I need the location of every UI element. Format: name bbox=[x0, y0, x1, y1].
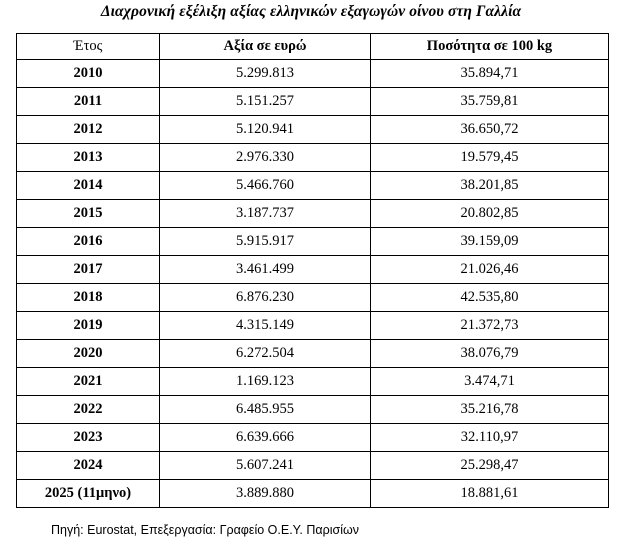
value-cell: 3.461.499 bbox=[160, 256, 371, 284]
year-cell: 2018 bbox=[17, 284, 160, 312]
quantity-cell: 32.110,97 bbox=[371, 424, 609, 452]
quantity-cell: 25.298,47 bbox=[371, 452, 609, 480]
table-row bbox=[17, 116, 609, 144]
quantity-cell: 21.026,46 bbox=[371, 256, 609, 284]
quantity-cell: 18.881,61 bbox=[371, 480, 609, 508]
source-note: Πηγή: Eurostat, Επεξεργασία: Γραφείο Ο.Ε.Υ. Παρισίων bbox=[51, 523, 360, 537]
table-row bbox=[17, 256, 609, 284]
value-cell: 4.315.149 bbox=[160, 312, 371, 340]
table-row bbox=[17, 452, 609, 480]
value-cell: 2.976.330 bbox=[160, 144, 371, 172]
quantity-cell: 35.894,71 bbox=[371, 60, 609, 88]
quantity-cell: 38.076,79 bbox=[371, 340, 609, 368]
year-cell: 2024 bbox=[17, 452, 160, 480]
table-row bbox=[17, 424, 609, 452]
value-cell: 1.169.123 bbox=[160, 368, 371, 396]
quantity-cell: 20.802,85 bbox=[371, 200, 609, 228]
year-cell: 2011 bbox=[17, 88, 160, 116]
column-header-quantity: Ποσότητα σε 100 kg bbox=[371, 34, 609, 60]
value-cell: 5.915.917 bbox=[160, 228, 371, 256]
table-row bbox=[17, 312, 609, 340]
quantity-cell: 21.372,73 bbox=[371, 312, 609, 340]
value-cell: 3.889.880 bbox=[160, 480, 371, 508]
table-row bbox=[17, 480, 609, 508]
table-row bbox=[17, 228, 609, 256]
value-cell: 5.120.941 bbox=[160, 116, 371, 144]
year-cell: 2010 bbox=[17, 60, 160, 88]
value-cell: 3.187.737 bbox=[160, 200, 371, 228]
year-cell: 2019 bbox=[17, 312, 160, 340]
year-cell: 2023 bbox=[17, 424, 160, 452]
value-cell: 5.466.760 bbox=[160, 172, 371, 200]
quantity-cell: 35.216,78 bbox=[371, 396, 609, 424]
value-cell: 6.876.230 bbox=[160, 284, 371, 312]
quantity-cell: 36.650,72 bbox=[371, 116, 609, 144]
quantity-cell: 3.474,71 bbox=[371, 368, 609, 396]
quantity-cell: 42.535,80 bbox=[371, 284, 609, 312]
table-row bbox=[17, 200, 609, 228]
exports-table bbox=[16, 33, 609, 508]
table-header-row bbox=[17, 34, 609, 60]
year-cell: 2012 bbox=[17, 116, 160, 144]
column-header-year: Έτος bbox=[17, 34, 160, 60]
table-row bbox=[17, 340, 609, 368]
quantity-cell: 39.159,09 bbox=[371, 228, 609, 256]
table-row bbox=[17, 396, 609, 424]
table-row bbox=[17, 368, 609, 396]
year-cell: 2021 bbox=[17, 368, 160, 396]
year-cell: 2020 bbox=[17, 340, 160, 368]
value-cell: 6.485.955 bbox=[160, 396, 371, 424]
quantity-cell: 35.759,81 bbox=[371, 88, 609, 116]
table-row bbox=[17, 144, 609, 172]
table-row bbox=[17, 60, 609, 88]
year-cell: 2022 bbox=[17, 396, 160, 424]
value-cell: 5.151.257 bbox=[160, 88, 371, 116]
column-header-value: Αξία σε ευρώ bbox=[160, 34, 371, 60]
table-title: Διαχρονική εξέλιξη αξίας ελληνικών εξαγωγών οίνου στη Γαλλία bbox=[100, 3, 522, 20]
year-cell: 2025 (11μηνο) bbox=[17, 480, 160, 508]
value-cell: 6.272.504 bbox=[160, 340, 371, 368]
table-body bbox=[17, 60, 609, 508]
value-cell: 5.607.241 bbox=[160, 452, 371, 480]
table-row bbox=[17, 88, 609, 116]
quantity-cell: 38.201,85 bbox=[371, 172, 609, 200]
quantity-cell: 19.579,45 bbox=[371, 144, 609, 172]
table-row bbox=[17, 284, 609, 312]
year-cell: 2017 bbox=[17, 256, 160, 284]
value-cell: 6.639.666 bbox=[160, 424, 371, 452]
table-row bbox=[17, 172, 609, 200]
year-cell: 2016 bbox=[17, 228, 160, 256]
year-cell: 2014 bbox=[17, 172, 160, 200]
value-cell: 5.299.813 bbox=[160, 60, 371, 88]
year-cell: 2013 bbox=[17, 144, 160, 172]
year-cell: 2015 bbox=[17, 200, 160, 228]
